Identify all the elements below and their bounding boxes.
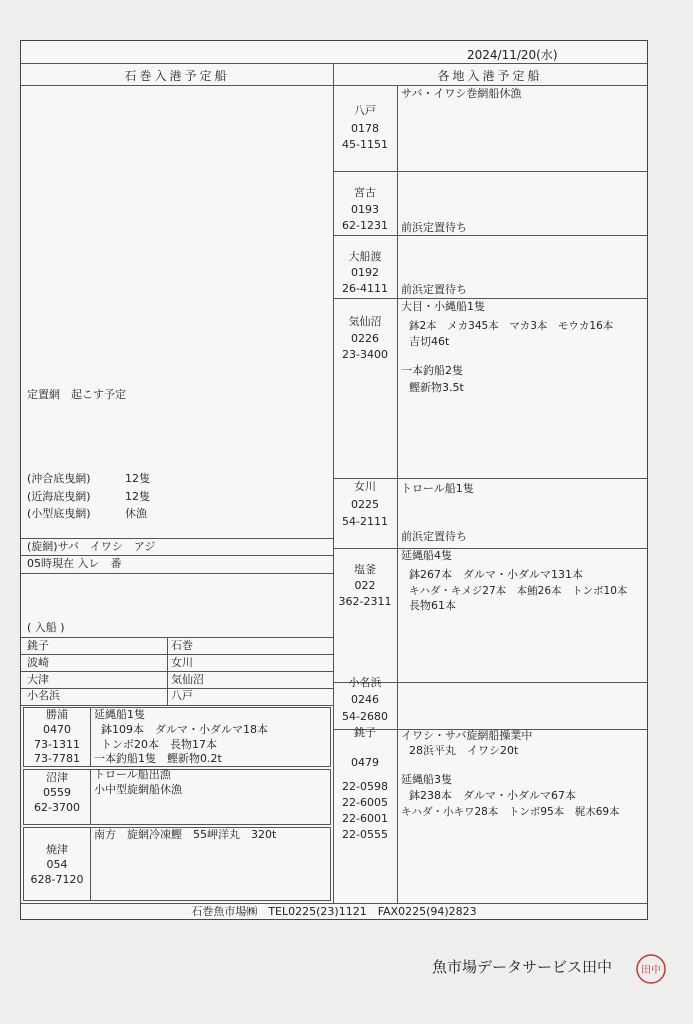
numazu-tel-1: 0559 xyxy=(43,786,71,799)
choshi-line-3: 延縄船3隻 xyxy=(401,773,452,786)
katsuura-name: 勝浦 xyxy=(46,708,68,721)
choshi-tel-1: 0479 xyxy=(351,756,379,769)
port-b-4: 八戸 xyxy=(171,689,193,702)
katsuura-line-1: 延縄船1隻 xyxy=(94,708,145,721)
choshi-tel-4: 22-6001 xyxy=(342,812,388,825)
choshi-line-1: イワシ・サバ旋網船操業中 xyxy=(401,729,533,742)
yaizu-name: 焼津 xyxy=(46,843,68,856)
report-sheet xyxy=(20,40,648,920)
trawl-label-1: (沖合底曳網) xyxy=(27,472,91,485)
shiogama-line-2: 鉢267本 ダルマ・小ダルマ131本 xyxy=(409,568,583,581)
katsuura-line-4: 一本釣船1隻 鰹新物0.2t xyxy=(94,752,222,765)
onahama-name: 小名浜 xyxy=(348,676,382,689)
right-header: 各地入港予定船 xyxy=(437,69,543,83)
trawl-value-1: 12隻 xyxy=(125,472,150,485)
hachinohe-name: 八戸 xyxy=(354,104,376,117)
shiogama-line-1: 延縄船4隻 xyxy=(401,549,452,562)
trawl-value-3: 休漁 xyxy=(125,507,147,520)
yaizu-tel-1: 054 xyxy=(46,858,68,871)
port-b-3: 気仙沼 xyxy=(171,673,204,686)
yaizu-tel-2: 628-7120 xyxy=(30,873,84,886)
shiogama-tel-2: 362-2311 xyxy=(338,595,392,608)
numazu-line-1: トロール船出漁 xyxy=(94,768,171,781)
kesennuma-line-5: 鰹新物3.5t xyxy=(409,381,464,394)
status-0500: 05時現在 入レ 番 xyxy=(27,557,122,570)
numazu-name: 沼津 xyxy=(46,771,68,784)
katsuura-line-3: トンボ20本 長物17本 xyxy=(101,738,217,751)
kesennuma-line-2: 鉢2本 メカ345本 マカ3本 モウカ16本 xyxy=(409,320,614,332)
signature: 魚市場データサービス田中 xyxy=(432,958,613,976)
ofunato-tel-1: 0192 xyxy=(351,266,379,279)
hachinohe-tel-2: 45-1151 xyxy=(342,138,388,151)
miyako-tel-1: 0193 xyxy=(351,203,379,216)
trawl-value-2: 12隻 xyxy=(125,490,150,503)
port-a-4: 小名浜 xyxy=(27,689,60,702)
katsuura-tel-2: 73-1311 xyxy=(34,738,80,751)
ofunato-name: 大船渡 xyxy=(348,250,382,263)
hachinohe-line-1: サバ・イワシ巻網船休漁 xyxy=(401,87,522,100)
onahama-tel-1: 0246 xyxy=(351,693,379,706)
choshi-name: 銚子 xyxy=(354,726,376,739)
port-a-1: 銚子 xyxy=(27,639,49,652)
left-header: 石巻入港予定船 xyxy=(124,69,230,83)
choshi-tel-3: 22-6005 xyxy=(342,796,388,809)
port-b-2: 女川 xyxy=(171,656,193,669)
miyako-name: 宮古 xyxy=(354,186,376,199)
ofunato-tel-2: 26-4111 xyxy=(342,282,388,295)
shiogama-name: 塩釜 xyxy=(354,563,376,576)
shiogama-tel-1: 022 xyxy=(354,579,376,592)
shiogama-line-3: キハダ・キメジ27本 本鮪26本 トンボ10本 xyxy=(409,585,628,597)
yaizu-line-1: 南方 旋網冷凍鰹 55岬洋丸 320t xyxy=(94,828,277,841)
kesennuma-tel-1: 0226 xyxy=(351,332,379,345)
teichiami-text: 定置網 起こす予定 xyxy=(27,388,126,401)
numazu-tel-2: 62-3700 xyxy=(34,801,80,814)
ofunato-line-1: 前浜定置待ち xyxy=(401,283,467,296)
port-b-1: 石巻 xyxy=(171,639,193,652)
onagawa-line-1: トロール船1隻 xyxy=(401,482,474,495)
onagawa-tel-1: 0225 xyxy=(351,498,379,511)
shiogama-line-4: 長物61本 xyxy=(409,599,456,612)
kesennuma-line-3: 吉切46t xyxy=(409,335,450,348)
miyako-tel-2: 62-1231 xyxy=(342,219,388,232)
name-stamp xyxy=(634,952,668,986)
kesennuma-line-4: 一本釣船2隻 xyxy=(401,364,463,377)
stamp-text: 田中 xyxy=(641,965,661,976)
katsuura-tel-3: 73-7781 xyxy=(34,752,80,765)
katsuura-line-2: 鉢109本 ダルマ・小ダルマ18本 xyxy=(101,723,268,736)
onagawa-tel-2: 54-2111 xyxy=(342,515,388,528)
port-a-2: 波崎 xyxy=(27,656,49,669)
choshi-line-4: 鉢238本 ダルマ・小ダルマ67本 xyxy=(409,789,576,802)
kesennuma-name: 気仙沼 xyxy=(348,315,382,328)
onahama-tel-2: 54-2680 xyxy=(342,710,388,723)
footer-contact: 石巻魚市場㈱ TEL0225(23)1121 FAX0225(94)2823 xyxy=(191,905,477,918)
miyako-line-1: 前浜定置待ち xyxy=(401,221,467,234)
choshi-tel-2: 22-0598 xyxy=(342,780,388,793)
katsuura-tel-1: 0470 xyxy=(43,723,71,736)
choshi-tel-5: 22-0555 xyxy=(342,828,388,841)
kesennuma-tel-2: 23-3400 xyxy=(342,348,388,361)
port-a-3: 大津 xyxy=(27,673,49,686)
trawl-label-3: (小型底曳網) xyxy=(27,507,91,520)
trawl-label-2: (近海底曳網) xyxy=(27,490,91,503)
numazu-line-2: 小中型旋網船休漁 xyxy=(94,783,182,796)
makiami-text: (旋網)サバ イワシ アジ xyxy=(27,540,156,553)
choshi-line-5: キハダ・小キワ28本 トンボ95本 梶木69本 xyxy=(401,806,620,818)
kesennuma-line-1: 大目・小縄船1隻 xyxy=(401,300,485,313)
onagawa-name: 女川 xyxy=(354,480,376,493)
hachinohe-tel-1: 0178 xyxy=(351,122,379,135)
choshi-line-2: 28浜平丸 イワシ20t xyxy=(409,744,519,757)
onagawa-line-2: 前浜定置待ち xyxy=(401,530,467,543)
report-date: 2024/11/20(水) xyxy=(467,48,558,62)
nyusen-label: ( 入船 ) xyxy=(27,621,65,634)
